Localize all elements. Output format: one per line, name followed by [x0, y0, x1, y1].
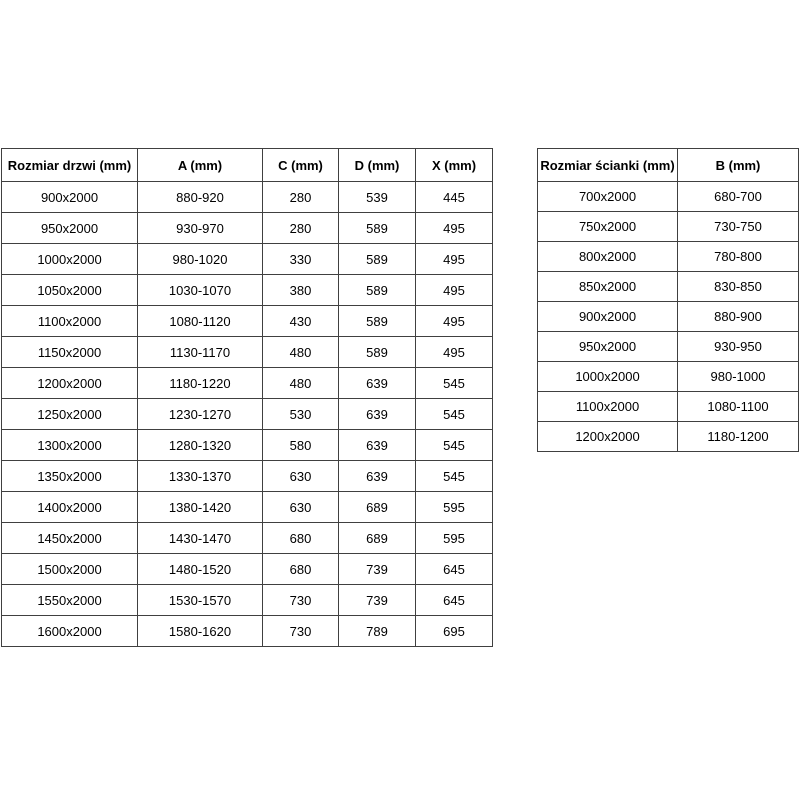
table-cell: 1400x2000	[2, 492, 138, 523]
table-cell: 1530-1570	[138, 585, 263, 616]
table-cell: 495	[416, 337, 493, 368]
column-header: C (mm)	[263, 149, 339, 182]
table-row	[538, 422, 799, 452]
table-cell: 950x2000	[538, 332, 678, 362]
table-cell: 595	[416, 492, 493, 523]
table-row	[2, 337, 493, 368]
table-cell: 430	[263, 306, 339, 337]
table-cell: 645	[416, 554, 493, 585]
table-cell: 639	[339, 461, 416, 492]
table-row	[538, 212, 799, 242]
column-header: A (mm)	[138, 149, 263, 182]
table-cell: 1200x2000	[538, 422, 678, 452]
table-cell: 595	[416, 523, 493, 554]
column-header: B (mm)	[678, 149, 799, 182]
table-cell: 545	[416, 461, 493, 492]
table-row	[2, 213, 493, 244]
table-cell: 980-1020	[138, 244, 263, 275]
table-cell: 589	[339, 244, 416, 275]
column-header: D (mm)	[339, 149, 416, 182]
table-cell: 589	[339, 213, 416, 244]
table-cell: 639	[339, 368, 416, 399]
table-cell: 1200x2000	[2, 368, 138, 399]
table-cell: 689	[339, 523, 416, 554]
table-cell: 589	[339, 337, 416, 368]
table-cell: 900x2000	[2, 182, 138, 213]
table-cell: 1080-1120	[138, 306, 263, 337]
table-cell: 930-970	[138, 213, 263, 244]
table-cell: 1300x2000	[2, 430, 138, 461]
column-header: Rozmiar ścianki (mm)	[538, 149, 678, 182]
table-cell: 545	[416, 368, 493, 399]
table-cell: 800x2000	[538, 242, 678, 272]
table-cell: 1330-1370	[138, 461, 263, 492]
table-cell: 580	[263, 430, 339, 461]
table-row	[2, 399, 493, 430]
table-cell: 1580-1620	[138, 616, 263, 647]
table-row	[2, 585, 493, 616]
table-cell: 730	[263, 616, 339, 647]
table-cell: 545	[416, 399, 493, 430]
table-cell: 1480-1520	[138, 554, 263, 585]
door-size-table	[1, 148, 493, 647]
table-cell: 789	[339, 616, 416, 647]
table-row	[2, 492, 493, 523]
table-cell: 645	[416, 585, 493, 616]
table-row	[2, 554, 493, 585]
table-row	[2, 461, 493, 492]
table-cell: 739	[339, 585, 416, 616]
table-cell: 850x2000	[538, 272, 678, 302]
table-cell: 280	[263, 213, 339, 244]
table-cell: 1130-1170	[138, 337, 263, 368]
table-cell: 380	[263, 275, 339, 306]
table-cell: 900x2000	[538, 302, 678, 332]
column-header: X (mm)	[416, 149, 493, 182]
table-row	[2, 244, 493, 275]
column-header: Rozmiar drzwi (mm)	[2, 149, 138, 182]
table-cell: 480	[263, 337, 339, 368]
table-cell: 1430-1470	[138, 523, 263, 554]
header-row	[2, 149, 493, 182]
table-row	[538, 392, 799, 422]
table-cell: 1180-1220	[138, 368, 263, 399]
table-cell: 495	[416, 306, 493, 337]
table-cell: 639	[339, 399, 416, 430]
table-cell: 539	[339, 182, 416, 213]
table-cell: 1000x2000	[538, 362, 678, 392]
table-row	[2, 368, 493, 399]
table-row	[2, 430, 493, 461]
table-cell: 1050x2000	[2, 275, 138, 306]
table-cell: 1000x2000	[2, 244, 138, 275]
table-cell: 695	[416, 616, 493, 647]
table-row	[538, 242, 799, 272]
table-cell: 1100x2000	[538, 392, 678, 422]
table-cell: 739	[339, 554, 416, 585]
table-cell: 780-800	[678, 242, 799, 272]
table-row	[2, 306, 493, 337]
table-cell: 630	[263, 492, 339, 523]
table-cell: 1100x2000	[2, 306, 138, 337]
table-cell: 545	[416, 430, 493, 461]
table-cell: 680	[263, 554, 339, 585]
table-cell: 730	[263, 585, 339, 616]
table-cell: 880-920	[138, 182, 263, 213]
table-cell: 689	[339, 492, 416, 523]
table-cell: 1550x2000	[2, 585, 138, 616]
table-cell: 630	[263, 461, 339, 492]
table-cell: 750x2000	[538, 212, 678, 242]
table-cell: 830-850	[678, 272, 799, 302]
table-row	[2, 182, 493, 213]
table-cell: 1600x2000	[2, 616, 138, 647]
table-cell: 589	[339, 275, 416, 306]
header-row	[538, 149, 799, 182]
table-cell: 1080-1100	[678, 392, 799, 422]
table-row	[538, 302, 799, 332]
table-cell: 730-750	[678, 212, 799, 242]
table-cell: 930-950	[678, 332, 799, 362]
table-cell: 680	[263, 523, 339, 554]
table-cell: 445	[416, 182, 493, 213]
table-cell: 1380-1420	[138, 492, 263, 523]
table-row	[538, 332, 799, 362]
wall-size-table	[537, 148, 799, 452]
table-cell: 1250x2000	[2, 399, 138, 430]
table-cell: 330	[263, 244, 339, 275]
table-cell: 980-1000	[678, 362, 799, 392]
table-cell: 495	[416, 213, 493, 244]
table-cell: 530	[263, 399, 339, 430]
table-cell: 589	[339, 306, 416, 337]
table-row	[538, 272, 799, 302]
table-cell: 1350x2000	[2, 461, 138, 492]
table-cell: 280	[263, 182, 339, 213]
table-cell: 880-900	[678, 302, 799, 332]
table-cell: 1450x2000	[2, 523, 138, 554]
table-cell: 700x2000	[538, 182, 678, 212]
table-cell: 480	[263, 368, 339, 399]
table-cell: 639	[339, 430, 416, 461]
table-cell: 1280-1320	[138, 430, 263, 461]
table-cell: 1230-1270	[138, 399, 263, 430]
table-row	[538, 182, 799, 212]
table-row	[2, 523, 493, 554]
table-cell: 680-700	[678, 182, 799, 212]
table-cell: 1500x2000	[2, 554, 138, 585]
table-row	[538, 362, 799, 392]
table-cell: 1030-1070	[138, 275, 263, 306]
table-row	[2, 275, 493, 306]
table-cell: 1150x2000	[2, 337, 138, 368]
table-cell: 950x2000	[2, 213, 138, 244]
table-cell: 495	[416, 244, 493, 275]
table-row	[2, 616, 493, 647]
table-cell: 495	[416, 275, 493, 306]
table-cell: 1180-1200	[678, 422, 799, 452]
